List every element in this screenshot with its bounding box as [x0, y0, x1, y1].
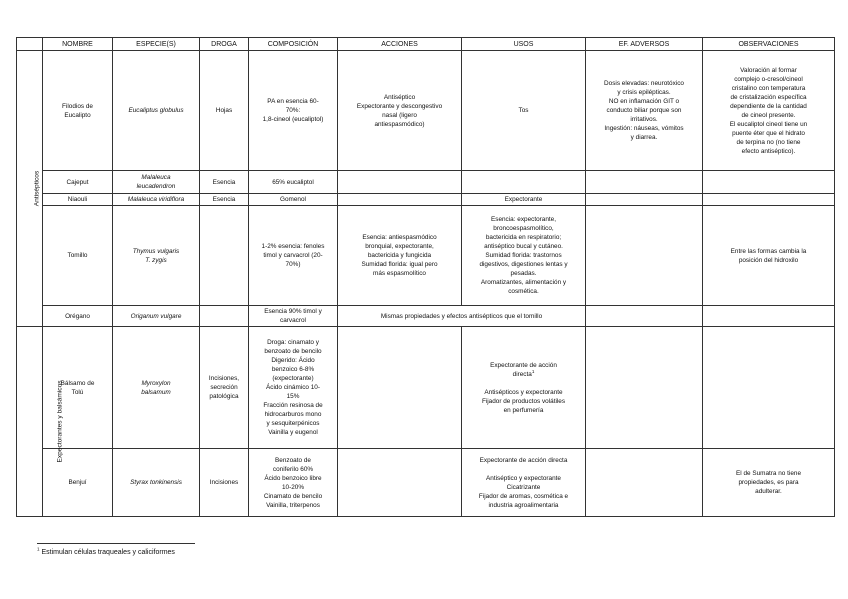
cell-droga: Hojas [200, 51, 249, 171]
cell-nombre: Orégano [43, 306, 113, 327]
section-label-expectorantes [17, 327, 64, 517]
cell-acciones [338, 171, 462, 194]
cell-nombre: Filodios de Eucalipto [43, 51, 113, 171]
section-label-antisepticos [17, 51, 43, 327]
table-row [17, 171, 835, 194]
usos-main-text: Expectorante de acción directa [490, 361, 557, 378]
cell-composicion: Benzoato de coniferilo 60% Ácido benzoico libre 10-20% Cinamato de bencilo Vainilla, triterpenos [249, 449, 338, 517]
cell-droga: Esencia [200, 194, 249, 206]
table-row [17, 306, 835, 327]
header-composicion: COMPOSICIÓN [249, 38, 338, 51]
cell-composicion: 65% eucaliptol [249, 171, 338, 194]
cell-adversos [586, 194, 703, 206]
header-empty [17, 38, 43, 51]
cell-especie: Thymus vulgaris T. zygis [113, 206, 200, 306]
cell-composicion: PA en esencia 60- 70%: 1,8-cineol (eucaliptol) [249, 51, 338, 171]
footnote-text: Estimulan células traqueales y caliciformes [41, 549, 175, 556]
cell-especie: Myroxylon balsamum [113, 327, 200, 449]
cell-acciones [338, 449, 462, 517]
cell-adversos [586, 327, 703, 449]
header-acciones: ACCIONES [338, 38, 462, 51]
cell-observaciones: Entre las formas cambia la posición del hidroxilo [703, 206, 835, 306]
cell-droga: Incisiones, secreción patológica [200, 327, 249, 449]
cell-composicion: 1-2% esencia: fenoles timol y carvacrol (20- 70%) [249, 206, 338, 306]
cell-observaciones [703, 327, 835, 449]
table-row [17, 51, 835, 171]
cell-usos [462, 327, 586, 449]
cell-especie: Malaleuca viridiflora [113, 194, 200, 206]
cell-adversos [586, 206, 703, 306]
cell-composicion: Esencia 90% timol y carvacrol [249, 306, 338, 327]
cell-acciones [338, 327, 462, 449]
footnote [37, 546, 175, 556]
cell-especie: Styrax tonkinensis [113, 449, 200, 517]
header-row [17, 38, 835, 51]
cell-nombre: Benjuí [43, 449, 113, 517]
cell-droga: Incisiones [200, 449, 249, 517]
header-nombre: NOMBRE [43, 38, 113, 51]
cell-usos: Expectorante [462, 194, 586, 206]
cell-especie: Malaleuca leucadendron [113, 171, 200, 194]
pharmacognosy-table [16, 37, 835, 517]
cell-especie: Eucaliptus globulus [113, 51, 200, 171]
table-row [17, 449, 835, 517]
usos-rest-text: Antisépticos y expectorante Fijador de productos volátiles en perfumería [481, 388, 566, 414]
cell-adversos [586, 171, 703, 194]
header-especie: ESPECIE(S) [113, 38, 200, 51]
cell-usos: Tos [462, 51, 586, 171]
cell-adversos [586, 306, 703, 327]
cell-adversos: Dosis elevadas: neurotóxico y crisis epilépticas. NO en inflamación GIT o conducto biliar porque son irritativos. Ingestión: náuseas, vómitos y diarrea. [586, 51, 703, 171]
cell-composicion: Droga: cinamato y benzoato de bencilo Digerido: Ácido benzoico 6-8% (expectorante) Ácido cinámico 10- 15% Fracción resinosa de hidrocarburos mono y sesquiterpénicos Vainilla y eugenol [249, 327, 338, 449]
cell-observaciones [703, 171, 835, 194]
cell-usos [462, 171, 586, 194]
cell-observaciones [703, 306, 835, 327]
cell-droga: Esencia [200, 171, 249, 194]
cell-droga [200, 206, 249, 306]
cell-composicion: Gomenol [249, 194, 338, 206]
section-text: Antisépticos [33, 170, 41, 207]
cell-nombre: Bálsamo de Tolú [43, 327, 113, 449]
header-observaciones: OBSERVACIONES [703, 38, 835, 51]
cell-observaciones [703, 194, 835, 206]
cell-usos: Expectorante de acción directa Antiséptico y expectorante Cicatrizante Fijador de aromas, cosmética e industria agroalimentaria [462, 449, 586, 517]
cell-especie: Origanum vulgare [113, 306, 200, 327]
cell-observaciones: El de Sumatra no tiene propiedades, es para adulterar. [703, 449, 835, 517]
cell-acciones: Antiséptico Expectorante y descongestivo nasal (ligero antiespasmódico) [338, 51, 462, 171]
cell-merged-acciones-usos: Mismas propiedades y efectos antisépticos que el tomillo [338, 306, 586, 327]
cell-nombre: Cajeput [43, 171, 113, 194]
header-usos: USOS [462, 38, 586, 51]
table-row [17, 206, 835, 306]
table-row [17, 194, 835, 206]
cell-droga [200, 306, 249, 327]
cell-adversos [586, 449, 703, 517]
cell-observaciones: Valoración al formar complejo o-cresol/cineol cristalino con temperatura de cristalización específica dependiente de la cantidad de cineol presente. El eucaliptol cineol tiene un puente éter que el hidrato de terpina no (no tiene efecto antiséptico). [703, 51, 835, 171]
header-adversos: EF. ADVERSOS [586, 38, 703, 51]
cell-nombre: Niaouli [43, 194, 113, 206]
footnote-marker: 1 [37, 546, 40, 552]
table-row [17, 327, 835, 449]
footnote-separator [37, 543, 195, 544]
cell-acciones [338, 194, 462, 206]
section-text: Expectorantes y balsámicos [56, 380, 64, 463]
footnote-ref: 1 [531, 368, 535, 374]
cell-usos: Esencia: expectorante, broncoespasmolítico, bactericida en respiratorio; antiséptico bucal y cutáneo. Sumidad florida: trastornos digestivos, digestiones lentas y pesadas. Aromatizantes, alimentación y cosmética. [462, 206, 586, 306]
header-droga: DROGA [200, 38, 249, 51]
cell-nombre: Tomillo [43, 206, 113, 306]
cell-acciones: Esencia: antiespasmódico bronquial, expectorante, bactericida y fungicida Sumidad florida: igual pero más espasmolítico [338, 206, 462, 306]
